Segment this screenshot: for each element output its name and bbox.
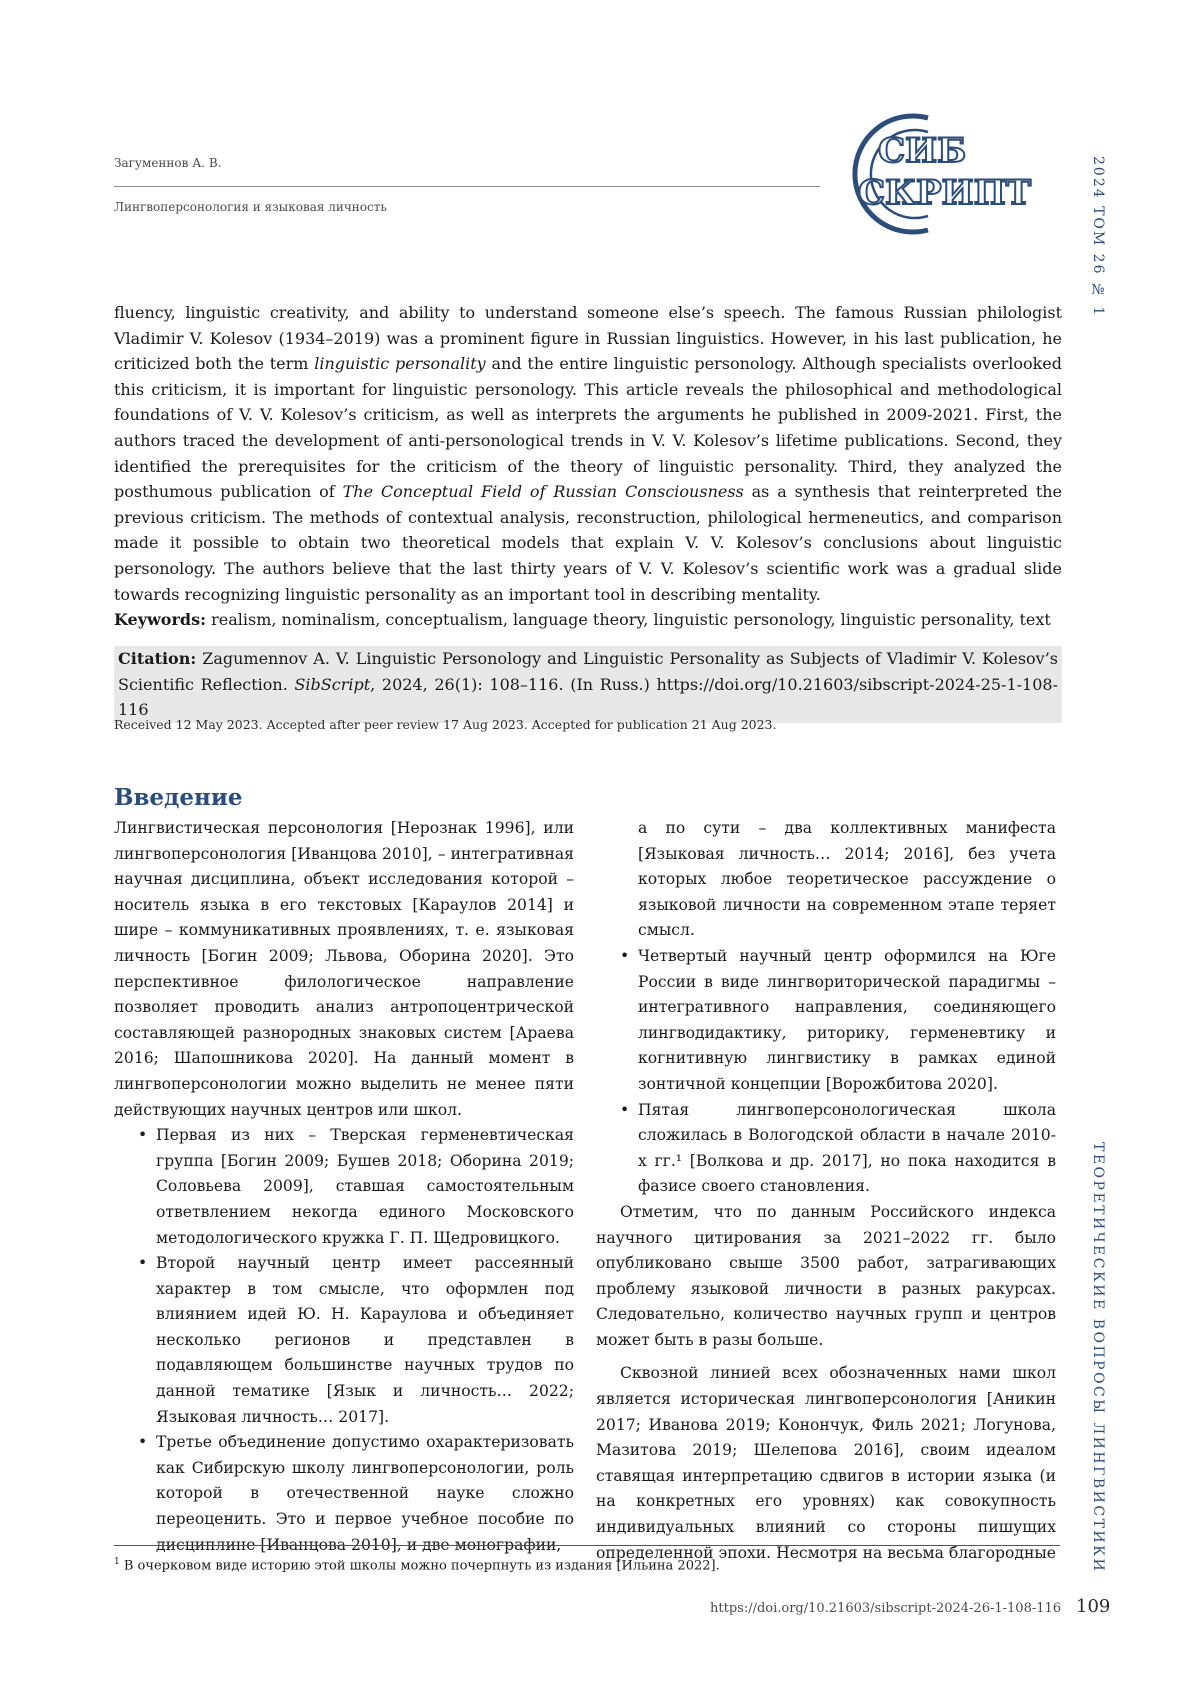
citation-label: Citation: — [118, 649, 197, 668]
logo-text-line1: СИБ — [878, 131, 967, 171]
header-rule — [114, 186, 820, 187]
received-dates: Received 12 May 2023. Accepted after peer review 17 Aug 2023. Accepted for publication 21 Aug 2023. — [114, 717, 777, 732]
school-list-left — [114, 1123, 574, 1558]
abstract — [114, 300, 1062, 633]
page-number: 109 — [1076, 1596, 1111, 1617]
abstract-book-title: The Conceptual Field of Russian Consciousness — [342, 482, 744, 502]
journal-logo — [828, 104, 1064, 244]
list-item: • Третье объединение допустимо охарактеризовать как Сибирскую школу лингвоперсонологии, роль которой в отечественной науке сложно переоценить. Это и первое учебное пособие по дисциплине [Иванцова 2010], и две монографии, — [114, 1430, 574, 1558]
running-author: Загуменнов А. В. — [114, 156, 222, 170]
continuation-paragraph: а по сути – два коллективных манифеста [Языковая личность… 2014; 2016], без учета которых любое теоретическое рассуждение о языковой личности на современном этапе теряет смысл. — [638, 819, 1056, 940]
bullet-icon: • — [620, 946, 630, 965]
abstract-text: fluency, linguistic creativity, and ability to understand someone else’s speech. The famous Russian philologist Vladimir V. Kolesov (1934–2019) was a prominent figure in Russian linguistics. However, in his last publication, he criticized both the term linguistic personality and the entire linguistic personology. Although specialists overlooked this criticism, it is important for linguistic personology. This article reveals the philosophical and methodological foundations of V. V. Kolesov’s criticism, as well as interprets the arguments he published in 2009-2021. First, the authors traced the development of anti-personological trends in V. V. Kolesov’s lifetime publications. Second, they identified the prerequisites for the criticism of the theory of linguistic personality. Third, they analyzed the posthumous publication of The Conceptual Field of Russian Consciousness as a synthesis that reinterpreted the previous criticism. The methods of contextual analysis, reconstruction, philological hermeneutics, and comparison made it possible to obtain two theoretical models that explain V. V. Kolesov’s conclusions about linguistic personology. The authors believe that the last thirty years of V. V. Kolesov’s scientific work was a gradual slide towards recognizing linguistic personality as an important tool in describing mentality. — [114, 303, 1063, 604]
body-paragraph: Отметим, что по данным Российского индекса научного цитирования за 2021–2022 гг. было опубликовано свыше 3500 работ, затрагивающих проблему языковой личности в разных ракурсах. Следовательно, количество научных групп и центров может быть в разы больше. — [596, 1202, 1056, 1349]
list-item: • Первая из них – Тверская герменевтическая группа [Богин 2009; Бушев 2018; Оборина 2019; Соловьева 2009], ставшая самостоятельным ответвлением некогда единого Московского методологического кружка Г. П. Щедровицкого. — [114, 1123, 574, 1251]
intro-paragraph: Лингвистическая персонология [Нерознак 1996], или лингвоперсонология [Иванцова 2010], – интегративная научная дисциплина, объект исследования которой – носитель языка в его текстовых [Караулов 2014] и шире – коммуникативных проявлениях, т. е. языковая личность [Богин 2009; Львова, Оборина 2020]. Это перспективное филологическое направление позволяет проводить анализ антропоцентрической составляющей разнородных знаковых систем [Араева 2016; Шапошникова 2020]. На данный момент в лингвоперсонологии можно выделить не менее пяти действующих научных центров или школ. — [114, 819, 574, 1119]
footnote: $^1$ В очерковом виде историю этой школы можно почерпнуть из издания [Ильина 2022]. — [114, 1557, 720, 1574]
body-paragraph: Сквозной линией всех обозначенных нами школ является историческая лингвоперсонология [Аникин 2017; Иванова 2019; Конончук, Филь 2021; Логунова, Мазитова 2019; Шелепова 2016], своим идеалом ставящая интерпретацию сдвигов в истории языка (и на конкретных его уровнях) как совокупность индивидуальных влияний со стороны пишущих определенной эпохи. Несмотря на весьма благородные — [596, 1364, 1056, 1562]
abstract-term: linguistic personality — [314, 354, 486, 374]
issue-side-label: 2024 ТОМ 26 № 1 — [1090, 156, 1106, 318]
bullet-icon: • — [138, 1254, 148, 1273]
citation-block: Citation: Zagumennov A. V. Linguistic Personology and Linguistic Personality as Subjects of Vladimir V. Kolesov’s Scientific Reflection. SibScript, 2024, 26(1): 108–116. (In Russ.) https://doi.org/10.21603/sibscript-2024-25-1-108-116 — [114, 646, 1062, 723]
bullet-icon: • — [138, 1433, 148, 1452]
list-item: • Пятая лингвоперсонологическая школа сложилась в Вологодской области в начале 2010-х гг.¹ [Волкова и др. 2017], но пока находится в фазисе своего становления. — [596, 1098, 1056, 1200]
bullet-icon: • — [620, 1100, 630, 1119]
section-side-label: ТЕОРЕТИЧЕСКИЕ ВОПРОСЫ ЛИНГВИСТИКИ — [1090, 1142, 1106, 1574]
logo-text-line2: СКРИПТ — [858, 173, 1032, 213]
section-title: Введение — [114, 784, 243, 811]
keywords: Keywords: realism, nominalism, conceptualism, language theory, linguistic personology, linguistic personality, text — [114, 610, 1051, 630]
bullet-icon: • — [138, 1126, 148, 1145]
footnote-rule — [114, 1545, 1060, 1546]
list-item: • Второй научный центр имеет рассеянный характер в том смысле, что оформлен под влиянием идей Ю. Н. Караулова и объединяет несколько регионов и представлен в подавляющем большинстве научных трудов по данной тематике [Язык и личность… 2022; Языковая личность… 2017]. — [114, 1251, 574, 1430]
school-list-right — [596, 944, 1056, 1200]
keywords-label: Keywords: — [114, 610, 207, 630]
footer-doi-link[interactable]: https://doi.org/10.21603/sibscript-2024-26-1-108-116 — [710, 1601, 1062, 1616]
footnote-marker: 1 — [114, 1557, 120, 1567]
right-column — [596, 816, 1056, 1566]
running-title: Лингвоперсонология и языковая личность — [114, 200, 387, 214]
left-column — [114, 816, 574, 1558]
list-item: • Четвертый научный центр оформился на Юге России в виде лингвориторической парадигмы – интегративного направления, соединяющего лингводидактику, риторику, герменевтику и когнитивную лингвистику в рамках единой зонтичной концепции [Ворожбитова 2020]. — [596, 944, 1056, 1098]
citation-journal: SibScript — [294, 674, 371, 694]
